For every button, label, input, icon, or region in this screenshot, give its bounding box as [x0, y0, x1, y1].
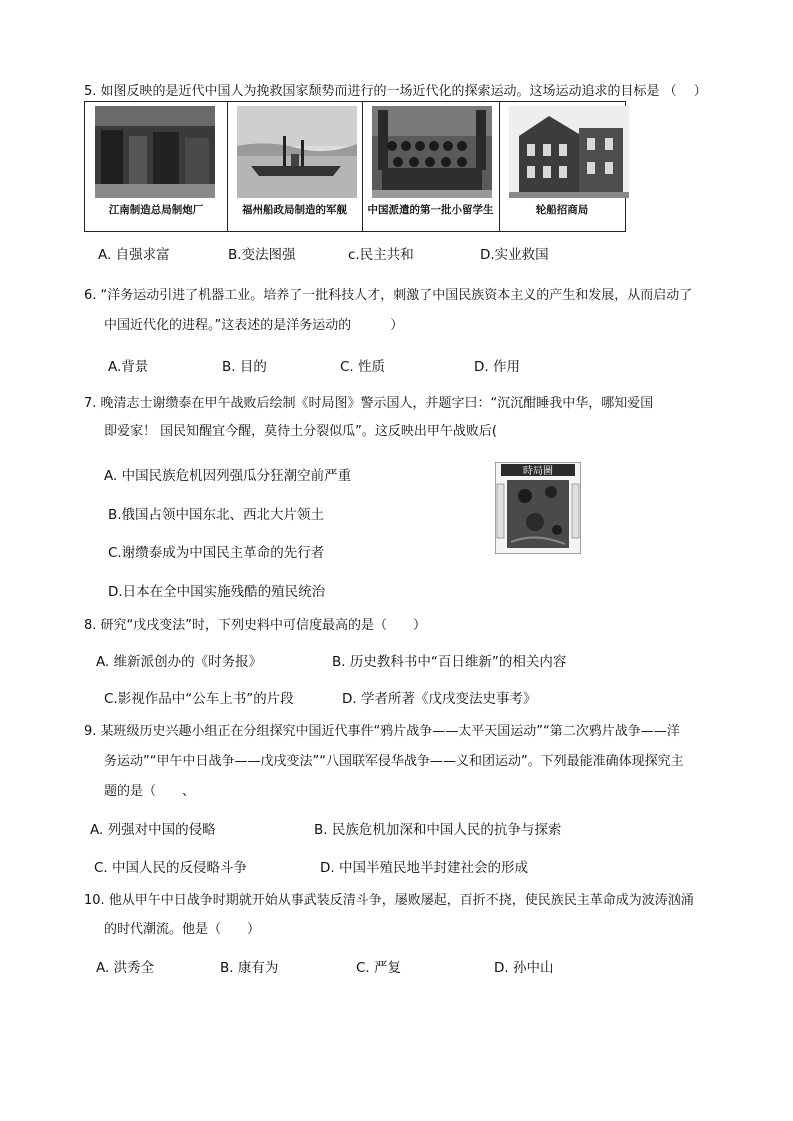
q10-option-a[interactable]: A. 洪秀全 [96, 960, 155, 976]
q5-option-c[interactable]: c.民主共和 [348, 247, 414, 263]
q6-stem-line-1: 6. “洋务运动引进了机器工业。培养了一批科技人才，刺激了中国民族资本主义的产生和发展，从而启动了 [84, 288, 693, 303]
q5-option-a[interactable]: A. 自强求富 [98, 247, 170, 263]
q5-caption-3: 中国派遣的第一批小留学生 [367, 204, 494, 216]
warship-photo [237, 106, 357, 198]
q9-option-b[interactable]: B. 民族危机加深和中国人民的抗争与探索 [314, 822, 562, 838]
q10-option-c[interactable]: C. 严复 [356, 960, 402, 976]
q5-stem: 5. 如图反映的是近代中国人为挽救国家颓势而进行的一场近代化的探索运动。这场运动追求的目标是 （ ） [84, 84, 707, 99]
q7-option-c[interactable]: C.谢缵泰成为中国民主革命的先行者 [108, 545, 325, 561]
q6-option-b[interactable]: B. 目的 [222, 359, 267, 375]
q9-option-c[interactable]: C. 中国人民的反侵略斗争 [94, 860, 248, 876]
q10-option-d[interactable]: D. 孙中山 [494, 960, 554, 976]
q5-option-b[interactable]: B.变法图强 [228, 247, 296, 263]
q5-photo-students [362, 102, 500, 231]
q5-image-strip [84, 101, 626, 232]
q8-option-d[interactable]: D. 学者所著《戊戌变法史事考》 [342, 691, 537, 707]
q6-stem-line-2: 中国近代化的进程。”这表述的是洋务运动的 ） [104, 318, 404, 333]
steamship-company-photo [509, 106, 629, 198]
q10-stem-line-2: 的时代潮流。他是（ ） [104, 922, 261, 937]
q9-stem-line-1: 9. 某班级历史兴趣小组正在分组探究中国近代事件“鸦片战争——太平天国运动”“第二次鸦片战争——洋 [84, 724, 680, 739]
q8-stem: 8. 研究“戊戌变法”时，下列史料中可信度最高的是（ ） [84, 618, 427, 633]
q6-option-d[interactable]: D. 作用 [474, 359, 520, 375]
q7-option-b[interactable]: B.俄国占领中国东北、西北大片领土 [108, 507, 325, 523]
q7-option-a[interactable]: A. 中国民族危机因列强瓜分狂潮空前严重 [104, 468, 352, 484]
q9-option-a[interactable]: A. 列强对中国的侵略 [90, 822, 216, 838]
q8-option-a[interactable]: A. 维新派创办的《时务报》 [96, 654, 263, 670]
q5-caption-1: 江南制造总局制炮厂 [108, 204, 204, 216]
q7-stem-line-1: 7. 晚清志士谢缵泰在甲午战败后绘制《时局图》警示国人，并题字曰：“沉沉酣睡我中华，哪知爱国 [84, 396, 654, 411]
q7-stem-line-2: 即爱家！ 国民知醒宜今醒，莫待土分裂似瓜”。这反映出甲午战败后( [104, 424, 497, 439]
q5-photo-company [499, 102, 625, 231]
q9-stem-line-2: 务运动”“甲午中日战争——戊戌变法”“八国联军侵华战争——义和团运动”。下列最能准确体现探究主 [104, 754, 684, 769]
q10-stem-line-1: 10. 他从甲午中日战争时期就开始从事武装反清斗争，屡败屡起，百折不挠，使民族民主革命成为波涛汹涌 [84, 893, 694, 908]
q7-image-title: 時局圖 [523, 466, 553, 477]
q9-option-d[interactable]: D. 中国半殖民地半封建社会的形成 [320, 860, 528, 876]
arsenal-photo [95, 106, 215, 198]
q10-option-b[interactable]: B. 康有为 [220, 960, 279, 976]
students-photo [372, 106, 492, 198]
q6-option-a[interactable]: A.背景 [108, 359, 149, 375]
q5-photo-warship [227, 102, 363, 231]
q7-shiju-tu-image [495, 462, 581, 554]
q5-caption-2: 福州船政局制造的军舰 [242, 204, 347, 216]
q5-photo-arsenal [85, 102, 228, 231]
q8-option-c[interactable]: C.影视作品中“公车上书”的片段 [104, 691, 294, 707]
q6-option-c[interactable]: C. 性质 [340, 359, 386, 375]
q9-stem-line-3: 题的是（ 、 [104, 784, 196, 799]
q5-option-d[interactable]: D.实业救国 [480, 247, 549, 263]
q8-option-b[interactable]: B. 历史教科书中“百日维新”的相关内容 [332, 654, 567, 670]
q5-caption-4: 轮船招商局 [535, 204, 589, 216]
q7-option-d[interactable]: D.日本在全中国实施残酷的殖民统治 [108, 584, 326, 600]
